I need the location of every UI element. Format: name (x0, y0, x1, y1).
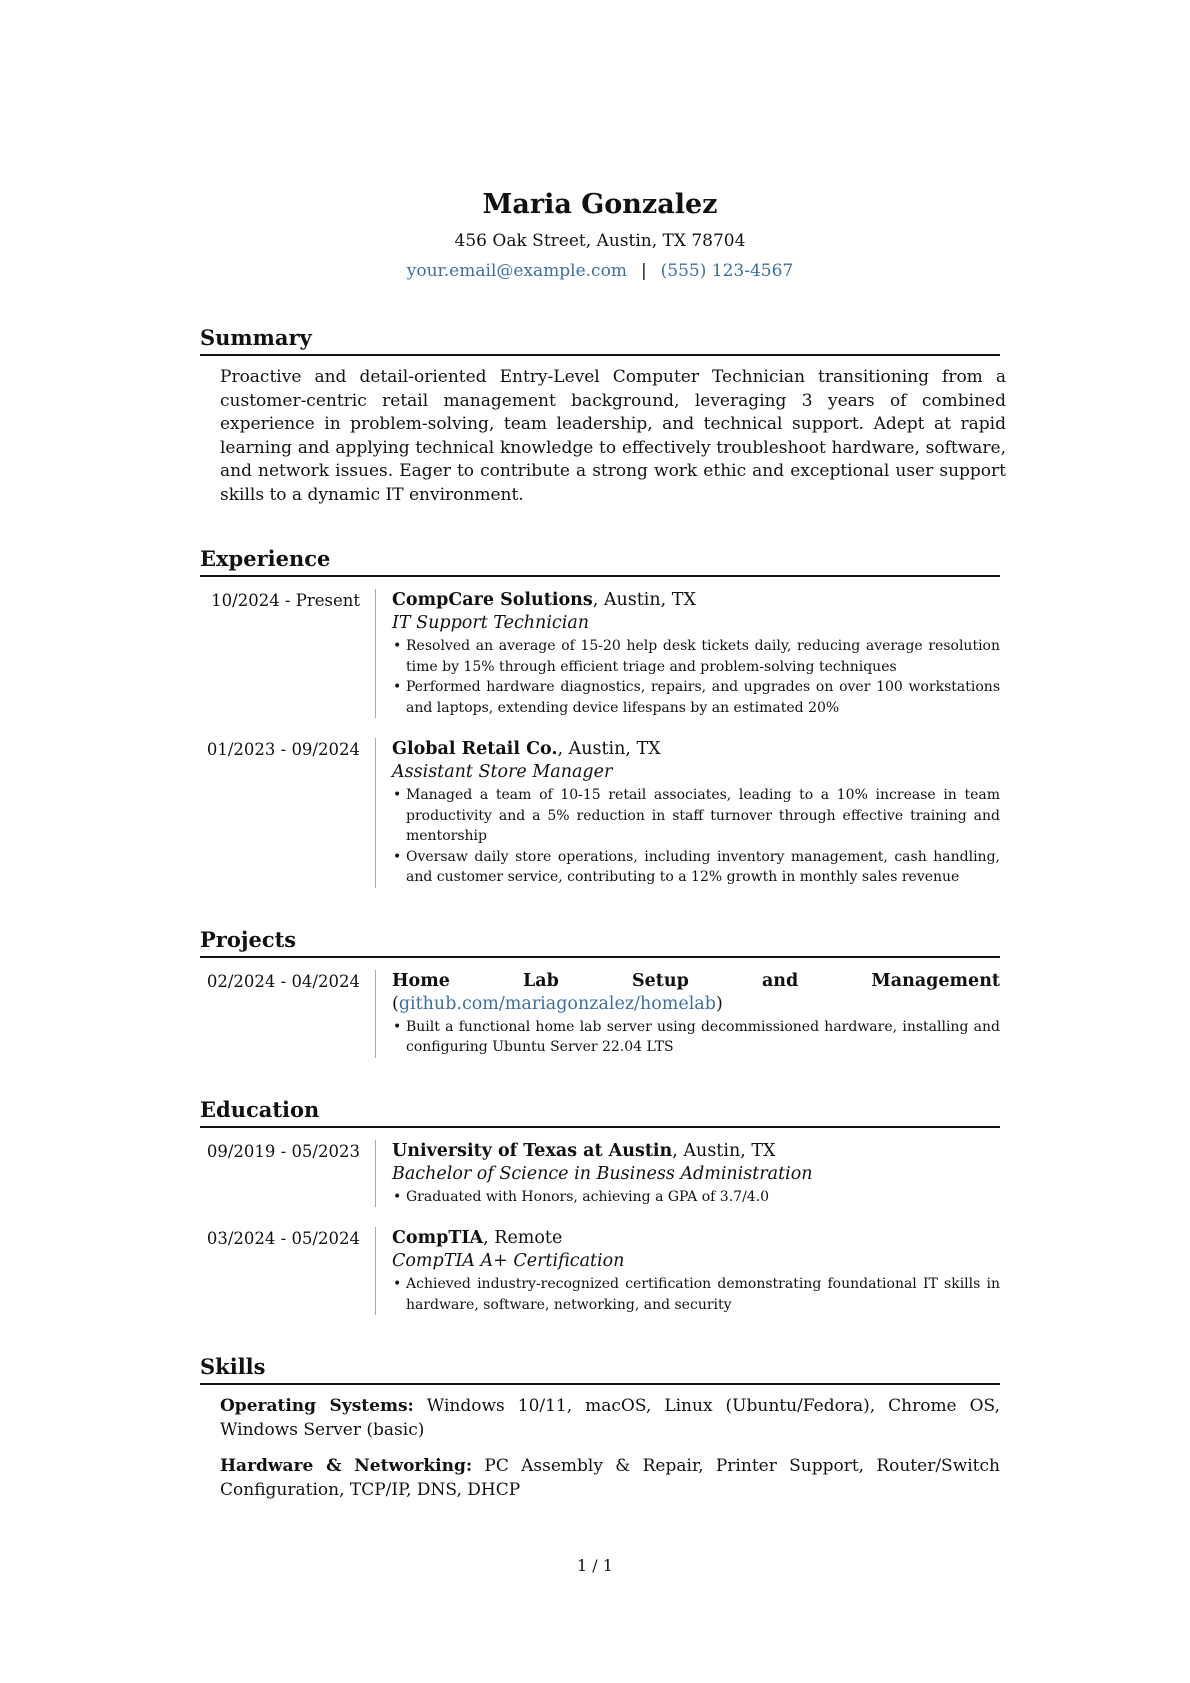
summary-section (200, 324, 1006, 507)
contact-separator: | (640, 261, 647, 281)
entry-role: Bachelor of Science in Business Administration (392, 1163, 813, 1184)
entry-location: , Austin, TX (592, 590, 696, 610)
summary-text: Proactive and detail-oriented Entry-Level Computer Technician transitioning from a customer-centric retail management background, leveraging 3 years of combined experience in problem-solving, team leadership, and technical support. Adept at rapid learning and applying technical knowledge to effectively troubleshoot hardware, software, and network issues. Eager to contribute a strong work ethic and exceptional user support skills to a dynamic IT environment. (220, 367, 1006, 505)
entry-org-line (392, 1140, 1000, 1163)
skill-row (220, 1395, 1000, 1442)
candidate-name: Maria Gonzalez (482, 189, 718, 220)
entry-org: CompCare Solutions (392, 590, 593, 610)
education-section (200, 1096, 1000, 1316)
skill-row (220, 1455, 1000, 1502)
bullet-item: • Managed a team of 10-15 retail associates, leading to a 10% increase in team productivity and a 5% reduction in staff turnover through effective training and mentorship (392, 785, 1000, 847)
project-link[interactable]: github.com/mariagonzalez/homelab (398, 993, 716, 1014)
experience-entry (200, 589, 1000, 718)
education-entry (200, 1227, 1000, 1315)
entry-body (375, 1227, 1000, 1315)
entry-org: CompTIA (392, 1228, 484, 1248)
entry-body (375, 970, 1000, 1058)
entry-org-line (392, 738, 1000, 761)
bullet-item: • Achieved industry-recognized certification demonstrating foundational IT skills in hardware, software, networking, and security (392, 1274, 1000, 1315)
email-link[interactable]: your.email@example.com (406, 261, 627, 281)
entry-body (375, 738, 1000, 888)
skill-value: Windows 10/11, macOS, Linux (Ubuntu/Fedora), Chrome OS, Windows Server (basic) (220, 1396, 1001, 1440)
entry-bullets (392, 1017, 1000, 1058)
skill-label: Operating Systems: (220, 1396, 414, 1416)
entry-org-line (392, 589, 1000, 612)
contact-line (200, 260, 1000, 282)
entry-date: 02/2024 - 04/2024 (206, 971, 360, 991)
experience-heading: Experience (200, 545, 1000, 577)
project-name: Home Lab Setup and Management (392, 970, 1000, 991)
entry-body (375, 589, 1000, 718)
bullet-item: • Performed hardware diagnostics, repairs, and upgrades on over 100 workstations and laptops, extending device lifespans by an estimated 20% (392, 677, 1000, 718)
entry-date: 10/2024 - Present (211, 591, 360, 610)
bullet-item: • Graduated with Honors, achieving a GPA of 3.7/4.0 (392, 1187, 1000, 1208)
entry-role: Assistant Store Manager (392, 762, 613, 782)
entry-location: , Remote (483, 1228, 563, 1248)
entry-bullets (392, 785, 1000, 888)
entry-date: 03/2024 - 05/2024 (206, 1229, 360, 1248)
bullet-item: • Resolved an average of 15-20 help desk tickets daily, reducing average resolution time by 15% through efficient triage and problem-solving techniques (392, 636, 1000, 677)
project-paren-open: ( (392, 993, 399, 1014)
bullet-item: • Built a functional home lab server using decommissioned hardware, installing and configuring Ubuntu Server 22.04 LTS (392, 1017, 1000, 1058)
summary-heading: Summary (200, 324, 1000, 356)
skill-value: PC Assembly & Repair, Printer Support, Router/Switch Configuration, TCP/IP, DNS, DHCP (220, 1456, 1000, 1500)
project-title-line (392, 970, 1000, 1016)
page-number: 1 / 1 (577, 1556, 613, 1575)
education-heading: Education (200, 1096, 1000, 1128)
experience-entry (200, 738, 1000, 888)
skills-heading: Skills (200, 1353, 1000, 1385)
projects-heading: Projects (200, 926, 1000, 958)
experience-section (200, 545, 1000, 888)
entry-org: Global Retail Co. (392, 739, 558, 759)
skill-label: Hardware & Networking: (220, 1456, 473, 1476)
project-entry (200, 970, 1000, 1058)
phone-link[interactable]: (555) 123-4567 (660, 261, 794, 281)
entry-role: CompTIA A+ Certification (392, 1251, 625, 1271)
education-entry (200, 1140, 1000, 1208)
bullet-item: • Oversaw daily store operations, including inventory management, cash handling, and customer service, contributing to a 12% growth in monthly sales revenue (392, 847, 1000, 888)
entry-body (375, 1140, 1000, 1208)
entry-date: 09/2019 - 05/2023 (206, 1141, 360, 1161)
entry-bullets (392, 1187, 1000, 1208)
entry-bullets (392, 636, 1000, 718)
entry-bullets (392, 1274, 1000, 1315)
entry-org: University of Texas at Austin (392, 1140, 673, 1161)
entry-org-line (392, 1227, 1000, 1250)
entry-date: 01/2023 - 09/2024 (206, 740, 360, 759)
entry-location: , Austin, TX (557, 739, 661, 759)
project-paren-close: ) (715, 993, 723, 1014)
projects-section (200, 926, 1000, 1058)
entry-location: , Austin, TX (672, 1140, 776, 1161)
entry-role: IT Support Technician (392, 613, 590, 633)
skills-section (200, 1353, 1000, 1502)
resume-page (200, 188, 1006, 1502)
address: 456 Oak Street, Austin, TX 78704 (454, 231, 746, 251)
